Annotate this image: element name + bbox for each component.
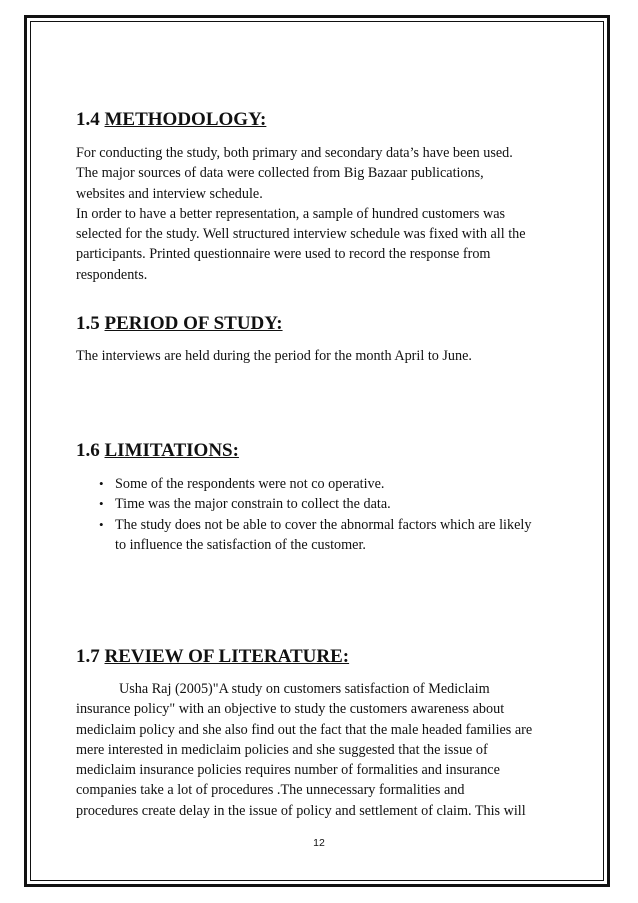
methodology-paragraph	[76, 143, 576, 285]
text-line: Usha Raj (2005)"A study on customers satisfaction of Mediclaim	[119, 681, 490, 697]
text-line: insurance policy" with an objective to study the customers awareness about	[76, 701, 505, 718]
period-paragraph	[76, 346, 576, 366]
heading-number: 1.7	[76, 646, 100, 667]
text-line: For conducting the study, both primary and secondary data’s have been used.	[76, 145, 513, 161]
heading-number: 1.5	[76, 313, 100, 334]
text-line: mediclaim policy and she also find out the fact that the male headed families are	[76, 721, 533, 738]
heading-title: LIMITATIONS:	[104, 440, 239, 461]
heading-number: 1.4	[76, 109, 100, 130]
heading-title: METHODOLOGY:	[104, 109, 267, 130]
text-line: companies take a lot of procedures .The unnecessary formalities and	[76, 782, 465, 799]
heading-limitations	[76, 440, 239, 462]
bullet-icon: •	[99, 496, 104, 512]
heading-period-of-study	[76, 313, 283, 335]
heading-methodology	[76, 109, 266, 131]
text-line: mere interested in mediclaim policies and she suggested that the issue of	[76, 741, 488, 758]
review-paragraph	[76, 679, 576, 821]
bullet-icon: •	[99, 516, 104, 532]
list-item	[76, 474, 576, 494]
page-number: 12	[313, 837, 325, 849]
text-line: procedures create delay in the issue of policy and settlement of claim. This will	[76, 802, 526, 819]
text-line: The interviews are held during the period for the month April to June.	[76, 348, 472, 364]
text-line: websites and interview schedule.	[76, 185, 263, 202]
text-line: to influence the satisfaction of the customer.	[115, 536, 366, 553]
limitations-list	[76, 474, 576, 555]
text-line: respondents.	[76, 266, 148, 283]
text-line: selected for the study. Well structured interview schedule was fixed with all the	[76, 226, 526, 243]
heading-title: PERIOD OF STUDY:	[104, 313, 283, 334]
text-line: Time was the major constrain to collect the data.	[115, 496, 391, 513]
text-line: participants. Printed questionnaire were used to record the response from	[76, 246, 491, 263]
list-item	[76, 494, 576, 514]
heading-title: REVIEW OF LITERATURE:	[104, 646, 350, 667]
text-line: The major sources of data were collected from Big Bazaar publications,	[76, 165, 484, 182]
list-item	[76, 515, 576, 556]
text-line: mediclaim insurance policies requires number of formalities and insurance	[76, 762, 500, 779]
text-line: In order to have a better representation, a sample of hundred customers was	[76, 205, 506, 222]
heading-review-of-literature	[76, 646, 349, 668]
bullet-icon: •	[99, 476, 104, 491]
text-line: Some of the respondents were not co operative.	[115, 476, 385, 492]
text-line: The study does not be able to cover the abnormal factors which are likely	[115, 516, 532, 533]
heading-number: 1.6	[76, 440, 100, 461]
